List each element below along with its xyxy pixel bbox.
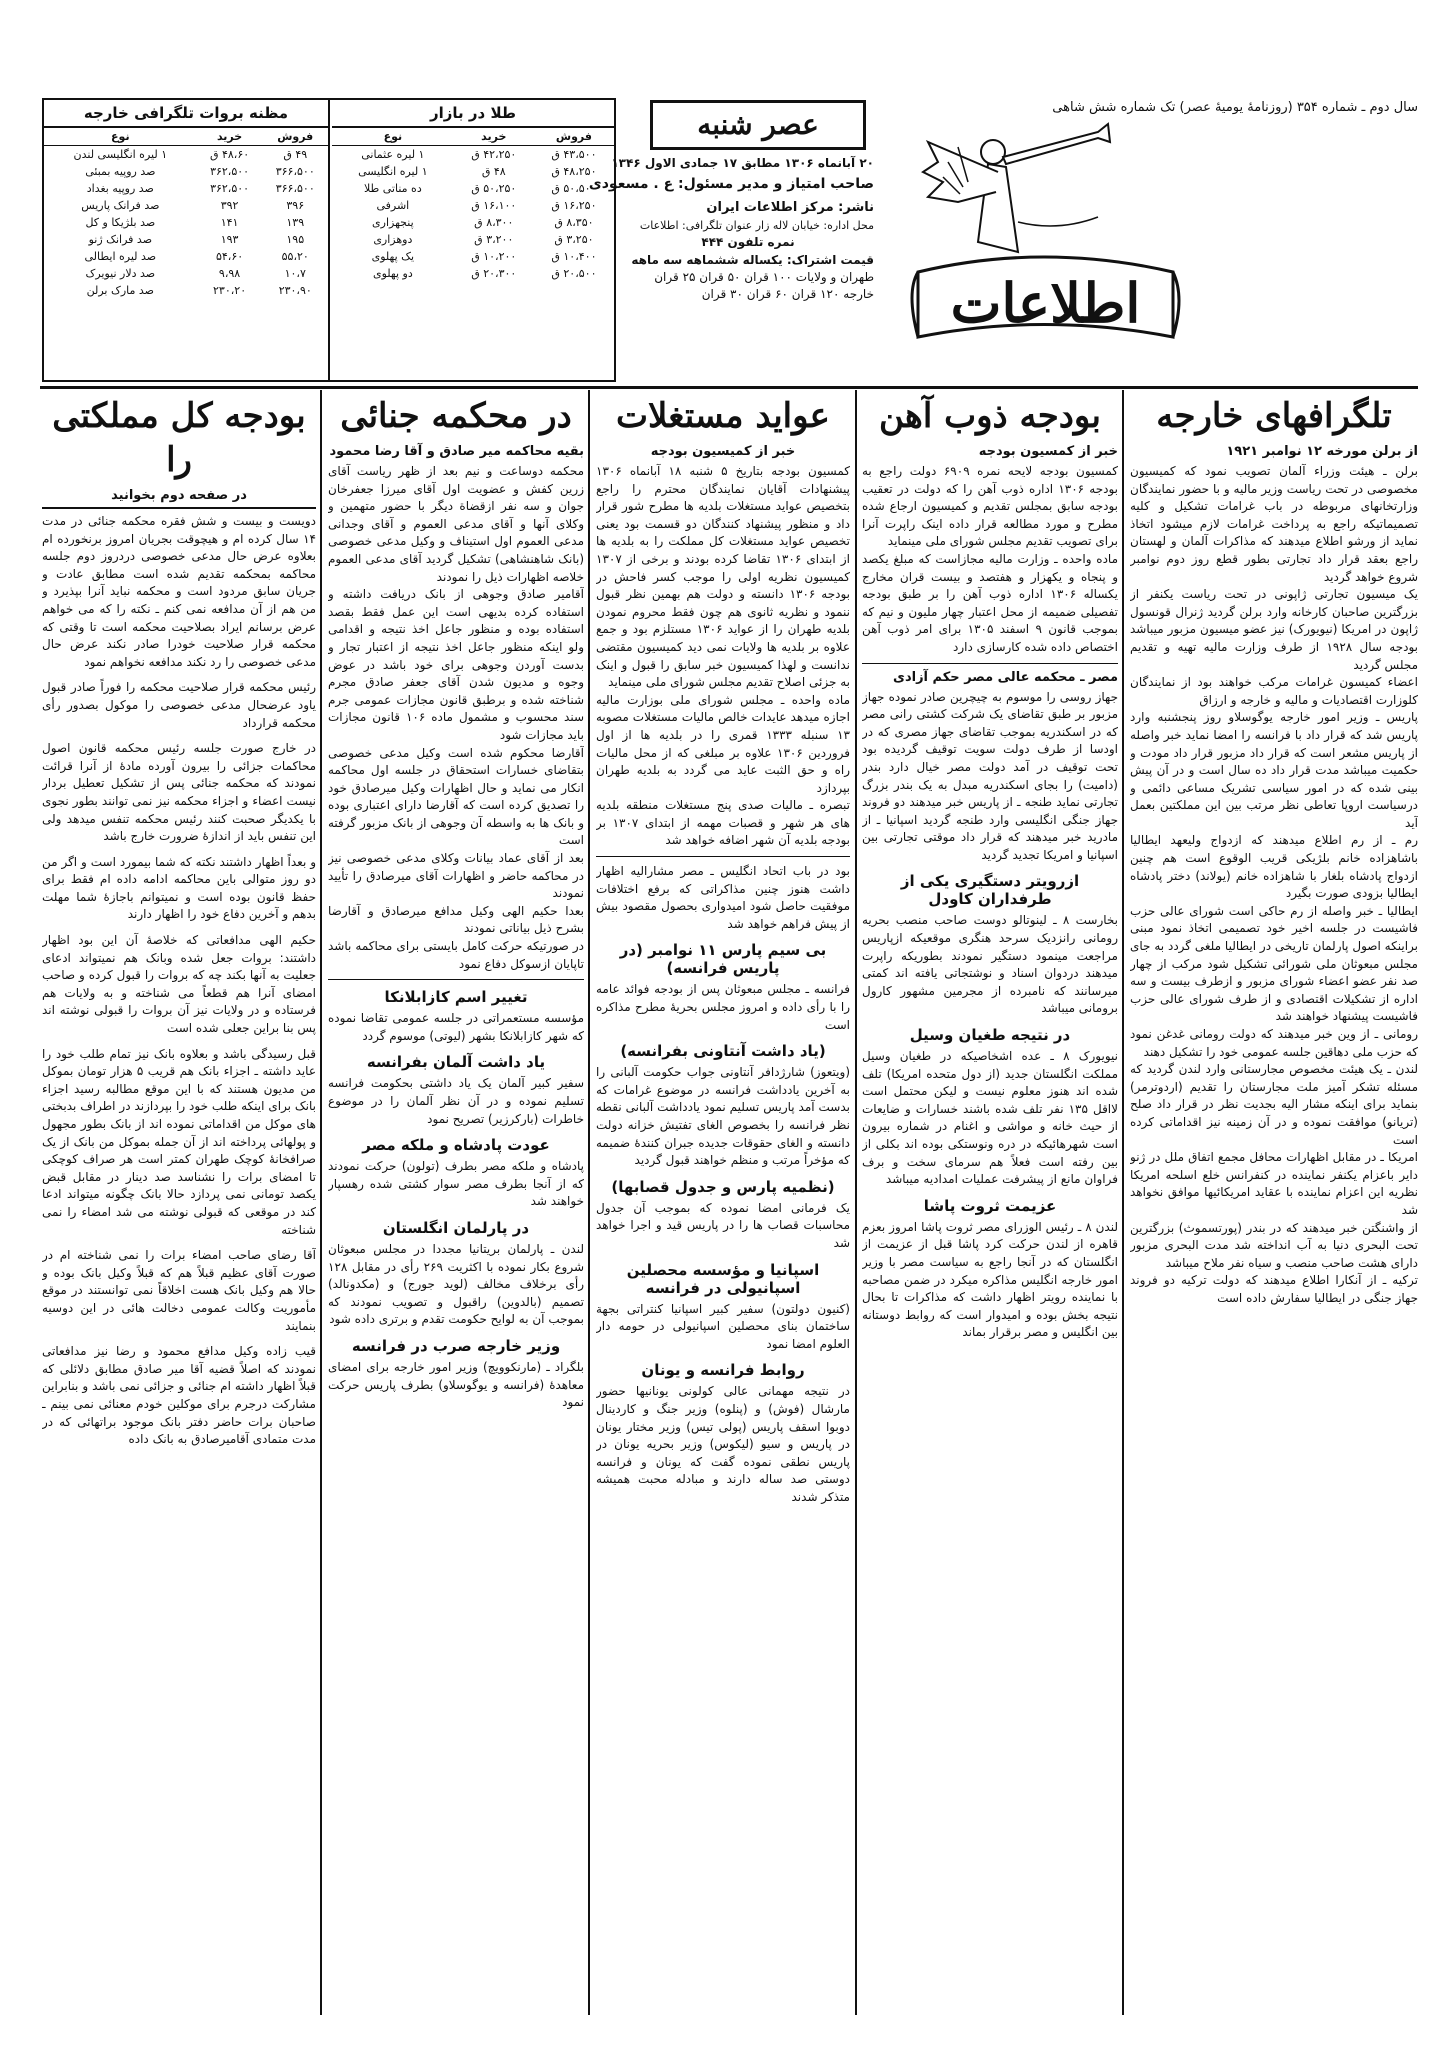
section-rule bbox=[596, 856, 850, 857]
column-header: نوع bbox=[44, 128, 197, 146]
table-row bbox=[332, 163, 614, 180]
cell: صد روپیه بغداد bbox=[86, 182, 154, 195]
article-paragraph: قیب زاده وکیل مدافع محمود و رضا نیز مدافعاتی نمودند که اصلاً قضیه آقا میر صادق مطابق دلائلی که قبلاً اظهار داشته ام جنائی و جزائی نمی باشد و بنابراین مشارکت درجرم برای موکلین خودم معنائی نمی بینم ـ صاحبان برات حاضر دفتر بانک موجود براتهائی که در مدت متمادی آقامیرصادق به بانک داده bbox=[42, 1344, 316, 1447]
section-title: تغییر اسم کازابلانکا bbox=[384, 988, 528, 1007]
section-title: روابط فرانسه و یونان bbox=[641, 1361, 805, 1380]
newspaper-logo bbox=[898, 122, 1188, 372]
section-text: لندن ـ پارلمان بریتانیا مجددا در مجلس مبعوثان شروع بکار نموده با اکثریت ۲۶۹ رأی در مقابل ۱۲۸ رأی برخلاف مخالف (لوید جورج) و (مکدونالد) تصمیم (بالدوین) راقبول و تصویب نمودند که بموجب آن به لوایح حکومت تقدم و برتری داده شود bbox=[328, 1241, 584, 1327]
article-paragraph: بعد از آقای عماد بیانات وکلای مدعی خصوصی نیز در محاکمه حاضر و اظهارات آقای میرصادق را تأیید نمودند bbox=[328, 851, 584, 901]
article-paragraph: ایطالیا ـ خبر واصله از رم حاکی است شورای عالی حزب فاشیست در جلسه اخیر خود تصمیمی اتخاذ نمود مبنی براینکه اصول پارلمان تاریخی در ایطالیا ملغی گردد به جای مجلس مبعوثان ملی شورائی تشکیل شود مرکب از چهار صد نفر عضو اعضاء شورای مزبور و ازطرف بیست و سه اداره از تشکیلات اقتصادی و از طرف شورای عالی حزب فاشیست پیشنهاد خواهند شد bbox=[1130, 903, 1418, 1024]
cell: ۳۶۶،۵۰۰ bbox=[275, 182, 315, 195]
cell: صد بلژیکا و کل bbox=[85, 216, 156, 229]
cell: ۳۹۲ bbox=[220, 199, 239, 212]
endowment-column bbox=[596, 394, 850, 2014]
article-paragraph: در صورتیکه حرکت کامل بایستی برای محاکمه باشد تاپایان ازسوکل دفاع نمود bbox=[328, 939, 584, 971]
article-paragraph: یک میسیون تجارتی ژاپونی در تحت ریاست یکنفر از بزرگترین صاحبان کارخانه وارد برلن گردید ژنرال قونسول ژاپون در امریکا (نیویورک) نیز عضو میسیون مزبور میباشد بودجه سال ۱۹۲۸ از طرف وزارت مالیه تهیه و تقدیم مجلس گردید bbox=[1130, 587, 1418, 672]
cell: ۱۶،۲۵۰ ق bbox=[551, 199, 597, 212]
section-text: بود در باب اتحاد انگلیس ـ مصر مشارالیه اظهار داشت هنوز چنین مذاکراتی که برفع اختلافات موفقیت حاصل شود امیدواری بحصول مقصود بیش از پیش فراهم خواهد شد bbox=[596, 864, 850, 931]
column-divider bbox=[320, 390, 322, 2015]
section-rule bbox=[862, 663, 1118, 664]
cell: ۳،۲۵۰ ق bbox=[554, 233, 594, 246]
cell: ۲۳۰،۲۰ bbox=[213, 284, 247, 297]
article-paragraph: حکیم الهی مدافعاتی که خلاصهٔ آن این بود اظهار داشتند: بروات جعل شده وبانک هم نمیتواند ادعای جعلیت به آنها بکند چه که بروات را قبول کرده و صاحب امضای آنرا هم قطعاً می شناخته و به ولایات هم فرستاده و در ولایات نیز آن بروات را قبولی نوشته اند پس بنا براین جعلی شده است bbox=[42, 933, 316, 1036]
cell: صد لیره ایطالی bbox=[84, 250, 157, 263]
fx-table bbox=[44, 100, 328, 380]
article-paragraph: ماده واحده ـ مجلس شورای ملی بوزارت مالیه اجازه میدهد عایدات خالص مالیات مستغلات مصوبه ۱۳ سنبله ۱۳۳۳ قمری را در بلدیه ها از اول فروردین ۱۳۰۶ علاوه بر مبلغی که از محل مالیات راه و حق الثبت عاید می گردد به بلدیه طهران بپردازد bbox=[596, 692, 850, 795]
table-row bbox=[332, 214, 614, 231]
cell: صد مارک برلن bbox=[86, 284, 155, 297]
cell: ۱ لیره عثمانی bbox=[361, 148, 425, 161]
article-paragraph: ترکیه ـ از آنکارا اطلاع میدهند که دولت ترکیه دو فروند جهاز جنگی در ایطالیا سفارش داده است bbox=[1130, 1273, 1418, 1305]
cell: صد فرانک ژنو bbox=[88, 233, 153, 246]
article-paragraph: آقارضا محکوم شده است وکیل مدعی خصوصی بتقاضای خسارات استحقاق در جلسه اول محاکمه انکار می نماید و حال اظهارات وکیل میرصادق خود را تصدیق کرده است که آقارضا دارای اعتباری بوده و بانک ها به واسطه آن وجوهی از بانک مزبور گرفته است bbox=[328, 745, 584, 848]
cell: ۴۸،۲۵۰ ق bbox=[551, 165, 597, 178]
cell: دوهزاری bbox=[373, 233, 413, 246]
column-divider bbox=[1122, 390, 1124, 2015]
section-title: ازرویتر دستگیری یکی از طرفداران کاودل bbox=[900, 872, 1080, 909]
article-paragraph: کمسیون بودجه بتاریخ ۵ شنبه ۱۸ آبانماه ۱۳۰۶ پیشنهادات آقایان نمایندگان محترم را راجع بتخصیص عواید مستغلات بلدیه ها مطرح شور قرار داد و منظور پیشنهاد کنندگان دو قسمت بود یعنی تخصیص عواید مستغلات کل مملکت را به بلدیه ها از ابتدای ۱۳۰۶ تقاضا کرده بودند و برخی از ۱۳۰۷ کمیسیون نظریه اولی را موجب کسر فاحش در بودجه ۱۳۰۶ دانسته و دولت هم بهمین نظر قبول ننمود و نظریه ثانوی هم چون فقط محروم نمودن بلدیه طهران را از عواید ۱۳۰۶ مستلزم بود و جمع علاوه بر بلدیه ها ولایات نمی دید کمیسیون مقتضی ندانست و لهذا کمیسیون خبر سابق را قبول و اینک به جزئی اصلاح تقدیم مجلس شورای ملی مینماید bbox=[596, 464, 850, 690]
column-headline: بودجه ذوب آهن bbox=[879, 396, 1101, 436]
table-row bbox=[332, 180, 614, 197]
column-header: خرید bbox=[454, 128, 534, 146]
article-paragraph: آقا رضای صاحب امضاء برات را نمی شناخته ام در صورت آقای عظیم قبلاً هم که قبلاً وکیل بانک بوده و حالا هم وکیل بانک هست اخلاقاً نمی توانستند در موقع مأموریت وکالت عمومی دخالت هائی در این دوسیه بنمایند bbox=[42, 1248, 316, 1333]
article-paragraph: محکمه دوساعت و نیم بعد از ظهر ریاست آقای زرین کفش و عضویت اول آقای میرزا جعفرخان جوان و سه نفر ازقضاة دیگر با حضور متهمین و وکلای آنها و آقای مدعی العموم و آقای وجدانی مدعی العموم اول استیناف و وکیل مدعی خصوصی (بانک شاهنشاهی) تشکیل گردید آقای مدعی العموم خلاصه اظهارات ذیل را نمودند bbox=[328, 464, 584, 584]
column-divider bbox=[588, 390, 590, 2015]
section-title: در نتیجه طغیان وسیل bbox=[909, 1026, 1071, 1045]
table-row bbox=[44, 248, 328, 265]
subscription-title: قیمت اشتراک: یکساله ششماهه سه ماهه bbox=[631, 253, 874, 267]
table-divider bbox=[328, 100, 330, 380]
table-row bbox=[332, 146, 614, 164]
section-title: مصر ـ محکمه عالی مصر حکم آزادی bbox=[893, 669, 1118, 685]
article-paragraph: اعضاء کمیسون غرامات مرکب خواهند بود از نمایندگان کلوزارت اقتصادیات و مالیه و خارجه و ارزاق bbox=[1130, 675, 1418, 707]
gold-table bbox=[332, 100, 614, 380]
article-paragraph: رومانی ـ از وین خبر میدهند که دولت رومانی غدغن نمود که حزب ملی دهاقین جلسه عمومی خود را تشکیل دهند bbox=[1130, 1027, 1418, 1059]
column-headline: عواید مستغلات bbox=[616, 396, 830, 436]
article-paragraph: از واشنگتن خبر میدهند که در بندر (پورتسموث) بزرگترین تحت البحری دنیا به آب انداخته شد مدت البحری مزبور دارای هشت صاحب منصب و سیاه نفر ملاح میباشد bbox=[1130, 1220, 1418, 1270]
section-text: یک فرمانی امضا نموده که بموجب آن جدول محاسبات قصاب ها را در پاریس قید و اجرا خواهد شد bbox=[596, 1200, 850, 1250]
section-text: (کنیون دولتون) سفیر کبیر اسپانیا کنتراتی بجهة ساختمان بنای محصلین اسپانیولی در حومه دار العلوم امضا نمود bbox=[596, 1301, 850, 1351]
cell: ۱۰،۲۰۰ ق bbox=[471, 250, 517, 263]
cell: ۴۳،۵۰۰ ق bbox=[551, 148, 597, 161]
masthead-rule bbox=[40, 386, 1418, 389]
edition-box bbox=[650, 100, 866, 150]
cell: ۲۰،۳۰۰ ق bbox=[471, 267, 517, 280]
cell: ۵۴،۶۰ bbox=[215, 250, 244, 263]
article-paragraph: لندن ـ یک هیئت مخصوص مجارستانی وارد لندن گردید که مسئله تشکر آمیز ملت مجارستان را تقدیم (اردوترمر) بنماید برای اینکه مشار الیه بجدیت نظر در قرار داد صلح (تریانو) موافقت نموده و در آن زمینه نیز اقداماتی کرده است bbox=[1130, 1062, 1418, 1147]
cell: یک پهلوی bbox=[371, 250, 415, 263]
cell: ۴۸ ق bbox=[481, 165, 506, 178]
cell: ۸،۳۵۰ ق bbox=[554, 216, 594, 229]
column-subhead: خبر از کمسیون بودجه bbox=[978, 444, 1118, 459]
table-row bbox=[44, 231, 328, 248]
cell: ۵۵،۲۰ bbox=[281, 250, 309, 263]
section-title: (یاد داشت آنتاونی بفرانسه) bbox=[620, 1042, 826, 1061]
table-row bbox=[332, 197, 614, 214]
cell: ۱۰،۷ bbox=[284, 267, 306, 280]
article-paragraph: رئیس محکمه قرار صلاحیت محکمه را فوراً صادر قبول یاود عرضحال مدعی خصوصی را موکول بصدور رأی محکمه قرارداد bbox=[42, 680, 316, 730]
cell: ۱۹۳ bbox=[220, 233, 239, 246]
court-column bbox=[328, 394, 584, 2014]
cell: ۴۲،۲۵۰ ق bbox=[471, 148, 517, 161]
subscription-row: طهران و ولایات ۱۰۰ قران ۵۰ قران ۲۵ قران bbox=[654, 270, 874, 284]
office-line: محل اداره: خیابان لاله زار عنوان تلگرافی: اطلاعات bbox=[639, 219, 874, 232]
section-title: عودت پادشاه و ملکه مصر bbox=[362, 1136, 550, 1155]
column-header: نوع bbox=[332, 128, 454, 146]
section-text: (ویتعوز) شارژدافر آنتاونی جواب حکومت آلبانی را به آخرین یادداشت فرانسه در موضوع غرامات که بدست آمد پاریس تسلیم نمود یادداشت آلبانی نقطه نظر فرانسه را بخصوص الغای تفتیش خزانه دولت دانسته و الغای حقوقات جدیده جبران کنندهٔ ضمیمه که مؤخراً مرتب و منظم خواهند قبول گردید bbox=[596, 1065, 850, 1168]
cell: ۳۶۲،۵۰۰ bbox=[210, 165, 250, 178]
publisher-line: ناشر: مرکز اطلاعات ایران bbox=[706, 200, 874, 215]
section-title: یاد داشت آلمان بفرانسه bbox=[366, 1053, 546, 1072]
table-row bbox=[332, 231, 614, 248]
table-row bbox=[44, 265, 328, 282]
article-paragraph: آقامیر صادق وجوهی از بانک دریافت داشته و استفاده کرده بدیهی است این عمل فقط بقصد استفاده بوده و منظور جاعل اخذ نتیجه و اقدامی ولو اینکه منظور جاعل اخذ نتیجه از اعتبار تجار و بدست آوردن وجوهی برای خود باشد در عوض وجوه و مدیون شدن آقای جعفر صادق مجرم شناخته شده و برطبق قانون مجازات عمومی جرم سند محسوب و مشمول ماده ۱۰۶ قانون مجازات باید مجازات شود bbox=[328, 587, 584, 742]
cell: پنجهزاری bbox=[372, 216, 414, 229]
fx-rate-table bbox=[44, 128, 328, 299]
cell: ۱ لیره انگلیسی bbox=[358, 165, 428, 178]
logo-text: اطلاعات bbox=[950, 271, 1141, 335]
cell: ۱۹۵ bbox=[286, 233, 305, 246]
column-header: خرید bbox=[197, 128, 263, 146]
issue-info-line: سال دوم ـ شماره ۳۵۴ (روزنامهٔ یومیهٔ عصر) تک شماره شش شاهی bbox=[1052, 100, 1418, 115]
table-row bbox=[44, 214, 328, 231]
cell: ۳۶۶،۵۰۰ bbox=[275, 165, 315, 178]
section-text: پادشاه و ملکه مصر بطرف (تولون) حرکت نمودند که از آنجا بطرف مصر سوار کشتی شده رهسپار خواهند شد bbox=[328, 1159, 584, 1209]
cell: ده مناتی طلا bbox=[363, 182, 422, 195]
table-row bbox=[44, 180, 328, 197]
cell: ۱ لیره انگلیسی لندن bbox=[73, 148, 168, 161]
cell: ۳،۲۰۰ ق bbox=[474, 233, 514, 246]
railway-column bbox=[862, 394, 1118, 2014]
cell: صد روپیه بمبئی bbox=[85, 165, 156, 178]
cell: اشرفی bbox=[376, 199, 410, 212]
article-paragraph: کمسیون بودجه لایحه نمره ۶۹۰۹ دولت راجع به بودجه ۱۳۰۶ اداره ذوب آهن را که دولت در تعقیب بودجه سابق بمجلس تقدیم و کمیسیون ارجاع شده مطرح و مورد مطالعه قرار داده اینک راپرت آنرا برای تصویب تقدیم مجلس شورای ملی مینماید bbox=[862, 464, 1118, 549]
cell: ۲۳۰،۹۰ bbox=[278, 284, 312, 297]
subscription-row: خارجه ۱۲۰ قران ۶۰ قران ۳۰ قران bbox=[701, 287, 874, 301]
table-row bbox=[44, 197, 328, 214]
article-paragraph: ماده واحده ـ وزارت مالیه مجازاست که مبلغ یکصد و پنجاه و یکهزار و هفتصد و بیست قران مخارج یکساله ۱۳۰۶ اداره ذوب آهن را بر طبق بودجه تفصیلی ضمیمه از محل اعتبار چهار ملیون و نیم که بموجب قانون ۹ اسفند ۱۳۰۵ برای امر ذوب آهن اختصاص داده شده کارسازی دارد bbox=[862, 551, 1118, 654]
cell: ۴۸،۶۰ ق bbox=[209, 148, 250, 161]
telegraphs-column bbox=[1130, 394, 1418, 2014]
column-header: فروش bbox=[534, 128, 614, 146]
cell: ۱۴۱ bbox=[220, 216, 239, 229]
column-subhead: در صفحه دوم بخوانید bbox=[42, 488, 316, 509]
column-headline: بودجه کل مملکتی را bbox=[52, 396, 306, 480]
cell: صد فرانک پاریس bbox=[81, 199, 160, 212]
article-paragraph: برلن ـ هیئت وزراء آلمان تصویب نمود که کمیسیون مخصوصی در تحت ریاست وزیر مالیه و با حضور نمایندگان وزارتخانهای مربوطه در باب غرامات تشکیل و کلیه تصمیماتیکه راجع به پرداخت غرامات لازم میشود اتخاذ نماید از ورشو اطلاع میدهند که مذاکرات آلمان و لهستان راجع بعقد قرار داد تجارتی بطور قطع روز دوم نوامبر شروع خواهد گردید bbox=[1130, 464, 1418, 584]
column-subhead: بقیه محاکمه میر صادق و آقا رضا محمود bbox=[329, 444, 584, 459]
gold-price-table bbox=[332, 128, 614, 282]
article-paragraph: رم ـ از رم اطلاع میدهند که ازدواج ولیعهد ایطالیا باشاهزاده خانم بلژیکی قریب الوقوع است هم چنین ازدواج پادشاه بلغار با شاهزاده خانم (یولاند) دختر پادشاه ایطالیا بزودی صورت بگیرد bbox=[1130, 833, 1418, 901]
article-paragraph: پاریس ـ وزیر امور خارجه یوگوسلاو روز پنجشنبه وارد پاریس شد که قرار داد با فرانسه را امضا نماید خبر واصله از پاریس مشعر است که قرار داد مزبور قرار داد مودت و حکمیت میباشد مدت قرار داد ده سال است و در آن پیش بینی شده که در امور سیاسی تشریک مساعی دائمی و درسیاست اروپا تعاطی نظر مرتب بین این مملکتین بعمل آید bbox=[1130, 710, 1418, 830]
column-headline: تلگرافهای خارجه bbox=[1156, 396, 1392, 436]
section-text: در نتیجه مهمانی عالی کولونی یونانیها حضور مارشال (فوش) و (پنلوه) وزیر جنگ و کاردینال دوبوا اسقف پاریس (پولی تیس) وزیر مختار یونان در پاریس و سیو (لیکوس) وزیر بحریه یونان در پاریس نطقی نموده گفت که یونان و فرانسه دوستی صد ساله دارند و مبادله محبت همیشه متذکر شدند bbox=[596, 1384, 850, 1504]
section-text: جهاز روسی را موسوم به چیچرین صادر نموده جهاز مزبور بر طبق تقاضای یک شرکت کشتی رانی مصر که در اسکندریه بموجب تقاضای جهاز مصری که در اودسا از طرف دولت سویت توقیف گردیده بود تحت توقیف در آمد دولت مصر خیال دارد بندر (دامیت) را بجای اسکندریه مبدل به یک بندر بزرگ تجارتی نماید طنجه ـ از پاریس خبر میدهند دو فروند جهاز جنگی انگلیسی وارد طنجه گردید اسپانیا ـ از مادرید خبر میدهند که قرار داد موقتی تجارتی بین اسپانیا و امریکا تجدید گردید bbox=[862, 689, 1118, 862]
column-subhead: خبر از کمیسیون بودجه bbox=[650, 444, 796, 459]
section-text: لندن ۸ ـ رئیس الوزرای مصر ثروت پاشا امروز بعزم قاهره از لندن حرکت کرد پاشا قبل از عزیمت از انگلستان که در آنجا راجع به سیاست مصر با وزیر امور خارجه انگلیس مذاکره میکرد در ضمن مصاحبه با نماینده رویتر اظهار داشت که مذاکرات تا بحال نتیجه بخش بوده و امیدوار است که روابط دوستانه بین انگلیس و مصر برقرار بماند bbox=[862, 1219, 1118, 1340]
section-title: اسپانیا و مؤسسه محصلین اسپانیولی در فرانسه bbox=[626, 1260, 820, 1297]
article-paragraph: و بعداً اظهار داشتند نکته که شما بیمورد است و اگر من دو روز متوالی باین محاکمه ادامه داده ام فقط برای حفظ قانون بوده است و نمیتوانم باجازهٔ شما مهلت بدهم و آخرین دفاع خود را اظهار دارند bbox=[42, 854, 316, 922]
column-headline: در محکمه جنائی bbox=[340, 396, 572, 436]
phone-line: نمره تلفون ۴۴۴ bbox=[701, 235, 795, 249]
column-subhead: از برلن مورخه ۱۲ نوامبر ۱۹۲۱ bbox=[1226, 444, 1418, 459]
section-rule bbox=[328, 979, 584, 980]
cell: ۱۶،۱۰۰ ق bbox=[471, 199, 517, 212]
section-text: فرانسه ـ مجلس مبعوثان پس از بودجه فوائد عامه را با رأی داده و امروز مجلس بحریهٔ مطرح مذاکره است bbox=[596, 982, 850, 1032]
section-text: سفیر کبیر آلمان یک یاد داشتی بحکومت فرانسه تسلیم نموده و در آن نظر آلمان را در موضوع خاطرات (بارکرزیر) تصریح نمود bbox=[328, 1076, 584, 1126]
cell: ۹،۹۸ bbox=[218, 267, 241, 280]
cell: دو پهلوی bbox=[372, 267, 413, 280]
cell: صد دلار نیویرک bbox=[85, 267, 156, 280]
section-text: بخارست ۸ ـ لینوتالو دوست صاحب منصب بحریه رومانی رانزدیک سرحد هنگری موقعیکه ازپاریس مراجعت مینمود دستگیر نمودند بطوریکه راپرت میدهند دردوان اسناد و نوشتجاتی یافته اند کمتی میرسانند که نامبرده از مجرمین مشهور کارول برومانی میباشد bbox=[862, 913, 1118, 1016]
article-paragraph: در خارج صورت جلسه رئیس محکمه قانون اصول محاکمات جزائی را بیرون آورده مادهٔ از آنرا قرائت نمودند که محکمه جنائی پس از تشکیل تعطیل بردار نیست اعضاء و اجزاء محکمه نیز نمی توانند بطور نجوی با یکدیگر صحبت کنند رئیس محکمه تنفس میدهد ولی این تنفس باید از اندازهٔ ضرورت خارج باشد bbox=[42, 741, 316, 844]
section-text: نیویورک ۸ ـ عده اشخاصیکه در طغیان وسیل مملکت انگلستان جدید (از دول متحده امریکا) تلف شده اند هنوز معلوم نیست و لیکن محتمل است لااقل ۱۳۵ نفر تلف شده باشند خسارات و ضایعات از حیث خانه و مواشی و اغنام در شماره بیرون است شهرهائیکه در دره ونوستکی بوده اند بکلی از بین رفته است فعلاً هم سرمای سخت و برف فراوان مانع از پیشرفت عملیات امدادیه میباشد bbox=[862, 1049, 1118, 1187]
column-divider bbox=[855, 390, 857, 2015]
section-title: (نظمیه پارس و جدول قصابها) bbox=[611, 1177, 835, 1196]
article-paragraph: بعدا حکیم الهی وکیل مدافع میرصادق و آقارضا بشرح ذیل بیاناتی نمودند bbox=[328, 903, 584, 936]
section-text: بلگراد ـ (مارنکوویچ) وزیر امور خارجه برای امضای معاهدهٔ (فرانسه و یوگوسلاو) بطرف پاریس حرکت نمود bbox=[328, 1359, 584, 1410]
article-paragraph: امریکا ـ در مقابل اظهارات محافل مجمع اتفاق ملل در ژنو دایر باعزام یکنفر نماینده در کنفرانس خلع اسلحه امریکا نظریه این اعزام نماینده با عقاید امریکائیها موافق نخواهد شد bbox=[1130, 1150, 1418, 1217]
table-row bbox=[44, 282, 328, 299]
article-paragraph: تبصره ـ مالیات صدی پنج مستغلات منطقه بلدیه های هر شهر و قصبات مهمه از ابتدای ۱۳۰۷ بر بودجه بلدیه آن شهر اضافه خواهد شد bbox=[596, 798, 850, 848]
gold-table-title: طلا در بازار bbox=[332, 100, 614, 128]
table-row bbox=[44, 146, 328, 164]
edition-title: عصر شنبه bbox=[697, 108, 819, 141]
date-line: ۲۰ آبانماه ۱۳۰۶ مطابق ۱۷ جمادی الاول ۱۳۴۶ bbox=[611, 156, 874, 170]
cell: ۱۰،۴۰۰ ق bbox=[551, 250, 597, 263]
cell: ۴۹ ق bbox=[283, 148, 308, 161]
cell: ۵۰،۲۵۰ ق bbox=[471, 182, 517, 195]
cell: ۸،۳۰۰ ق bbox=[474, 216, 514, 229]
article-paragraph: قبل رسیدگی باشد و بعلاوه بانک نیز تمام طلب خود را عاید داشته ـ اجزاء بانک هم قریب ۵ هزار تومان بموکل من مدیون هستند که با این موقع مطالبه رسید اجزاء بانک برای اینکه طلب خود را بپردازند در اطراف بدبختی های موکل من اقداماتی نموده اند از بانک بطور مجهول و پولهائی پرداخته اند از آن جمله بموکل من بانک از یک صرافخانهٔ کوچک طهران کمتر است هر صراف کوچکی تا امضای برات را نشناسد صد دینار در مقابل قبض یکصد تومانی نمی پردازد حالا بانک چگونه میتواند ادعا کند در موقعی که قبولی نوشته می شد امضاء را نمی شناخته bbox=[42, 1046, 316, 1237]
cell: ۳۹۶ bbox=[286, 199, 305, 212]
owner-line: صاحب امتیاز و مدیر مسئول: ع . مسعودی bbox=[588, 176, 874, 192]
publication-info bbox=[588, 156, 874, 301]
market-tables bbox=[42, 98, 616, 382]
section-title: عزیمت ثروت پاشا bbox=[923, 1196, 1057, 1215]
budget-column bbox=[42, 394, 316, 2014]
section-title: وزیر خارجه صرب در فرانسه bbox=[351, 1336, 561, 1355]
column-header: فروش bbox=[262, 128, 328, 146]
table-row bbox=[44, 163, 328, 180]
cell: ۵۰،۵۰۰ ق bbox=[551, 182, 597, 195]
section-title: در پارلمان انگلستان bbox=[382, 1218, 530, 1237]
cell: ۲۰،۵۰۰ ق bbox=[551, 267, 597, 280]
table-row bbox=[332, 265, 614, 282]
fx-table-title: مظنه بروات تلگرافی خارجه bbox=[44, 100, 328, 128]
section-title: بی سیم پارس ۱۱ نوامبر (در پاریس فرانسه) bbox=[619, 941, 827, 978]
cell: ۱۳۹ bbox=[286, 216, 305, 229]
section-text: مؤسسه مستعمراتی در جلسه عمومی تقاضا نموده که شهر کازابلانکا بشهر (لیوتی) موسوم گردد bbox=[328, 1011, 584, 1043]
cell: ۳۶۲،۵۰۰ bbox=[210, 182, 250, 195]
table-row bbox=[332, 248, 614, 265]
article-paragraph: دویست و بیست و شش فقره محکمه جنائی در مدت ۱۴ سال کرده ام و هیچوقت بجریان امروز برنخورده ام بعلاوه عرض حال مدعی خصوصی دردروز دوم جلسه محاکمه بمحکمه تقدیم شده است مطابق عادت و جریان سابق مردود است و محکمه نباید آنرا بپذیرد و من هم از آن مدافعه نمی کنم ـ نکته را که می خواهم عرض برسانم ایراد بصلاحیت محکمه است تا وقتی که محکمه قرار صلاحیت خودرا صادر نکند عرض حال مدعی خصوصی را رد نکند مدافعه نخواهم نمود bbox=[42, 514, 316, 669]
